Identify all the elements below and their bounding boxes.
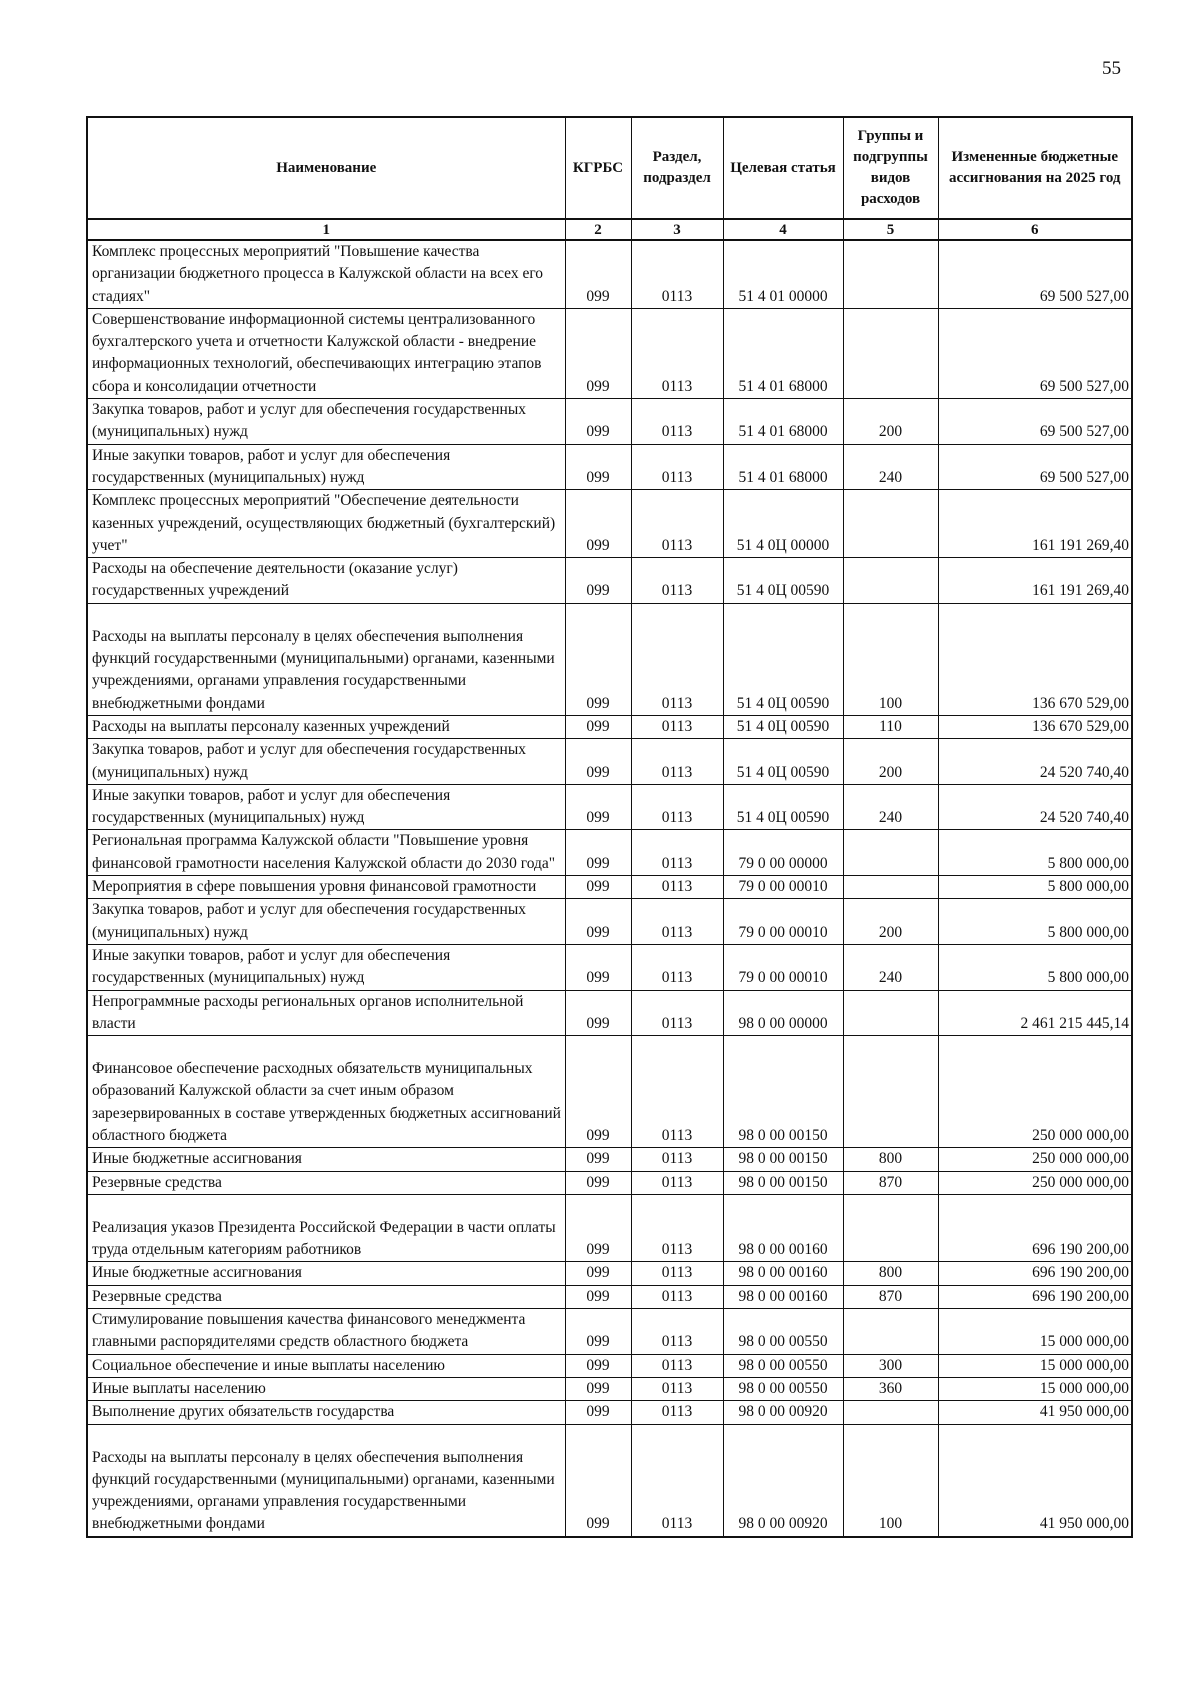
cell-target: 98 0 00 00550	[723, 1354, 843, 1377]
column-number: 5	[843, 219, 938, 240]
cell-amount: 15 000 000,00	[938, 1309, 1132, 1355]
cell-section: 0113	[631, 1401, 723, 1424]
cell-group: 200	[843, 399, 938, 445]
cell-kgrbs: 099	[565, 1285, 631, 1308]
cell-group	[843, 490, 938, 558]
column-number: 4	[723, 219, 843, 240]
column-number: 1	[87, 219, 565, 240]
cell-section: 0113	[631, 490, 723, 558]
column-number-row	[87, 219, 1132, 240]
cell-group: 870	[843, 1171, 938, 1194]
cell-name: Иные бюджетные ассигнования	[87, 1262, 565, 1285]
cell-target: 51 4 01 68000	[723, 399, 843, 445]
cell-section: 0113	[631, 1424, 723, 1537]
cell-amount: 161 191 269,40	[938, 558, 1132, 604]
header-amount: Измененные бюджетные ассигнования на 2025 год	[938, 117, 1132, 219]
cell-amount: 2 461 215 445,14	[938, 990, 1132, 1036]
cell-group: 200	[843, 739, 938, 785]
cell-target: 79 0 00 00010	[723, 899, 843, 945]
cell-kgrbs: 099	[565, 1377, 631, 1400]
cell-name: Реализация указов Президента Российской Федерации в части оплаты труда отдельным категориям работников	[87, 1194, 565, 1262]
header-row	[87, 117, 1132, 219]
cell-name: Совершенствование информационной системы централизованного бухгалтерского учета и отчетности Калужской области - внедрение информационных технологий, обеспечивающих интеграцию этапов сбора и консолидации отчетности	[87, 308, 565, 398]
cell-section: 0113	[631, 444, 723, 490]
cell-name: Комплекс процессных мероприятий "Повышение качества организации бюджетного процесса в Калужской области на всех его стадиях"	[87, 240, 565, 308]
cell-target: 98 0 00 00150	[723, 1148, 843, 1171]
page-number: 55	[1102, 58, 1121, 79]
cell-target: 51 4 0Ц 00590	[723, 603, 843, 715]
table-row	[87, 1377, 1132, 1400]
cell-section: 0113	[631, 715, 723, 738]
table-row	[87, 1036, 1132, 1148]
cell-kgrbs: 099	[565, 1424, 631, 1537]
cell-section: 0113	[631, 1036, 723, 1148]
cell-name: Стимулирование повышения качества финансового менеджмента главными распорядителями средств областного бюджета	[87, 1309, 565, 1355]
table-row	[87, 1148, 1132, 1171]
cell-group	[843, 876, 938, 899]
cell-name: Региональная программа Калужской области "Повышение уровня финансовой грамотности населения Калужской области до 2030 года"	[87, 830, 565, 876]
cell-kgrbs: 099	[565, 784, 631, 830]
table-row	[87, 1354, 1132, 1377]
cell-amount: 69 500 527,00	[938, 240, 1132, 308]
cell-target: 51 4 01 00000	[723, 240, 843, 308]
cell-name: Расходы на выплаты персоналу казенных учреждений	[87, 715, 565, 738]
cell-group: 300	[843, 1354, 938, 1377]
table-row	[87, 1194, 1132, 1262]
header-kgrbs: КГРБС	[565, 117, 631, 219]
cell-group	[843, 1309, 938, 1355]
cell-group	[843, 830, 938, 876]
budget-table-container	[86, 116, 1131, 1538]
cell-amount: 69 500 527,00	[938, 444, 1132, 490]
cell-name: Комплекс процессных мероприятий "Обеспечение деятельности казенных учреждений, осуществляющих бюджетный (бухгалтерский) учет"	[87, 490, 565, 558]
cell-section: 0113	[631, 1262, 723, 1285]
cell-section: 0113	[631, 1194, 723, 1262]
cell-amount: 69 500 527,00	[938, 308, 1132, 398]
cell-kgrbs: 099	[565, 240, 631, 308]
cell-target: 98 0 00 00150	[723, 1171, 843, 1194]
cell-kgrbs: 099	[565, 1036, 631, 1148]
cell-group: 800	[843, 1148, 938, 1171]
cell-name: Иные выплаты населению	[87, 1377, 565, 1400]
header-section: Раздел, подраздел	[631, 117, 723, 219]
table-row	[87, 715, 1132, 738]
column-number: 6	[938, 219, 1132, 240]
cell-name: Закупка товаров, работ и услуг для обеспечения государственных (муниципальных) нужд	[87, 739, 565, 785]
table-row	[87, 830, 1132, 876]
cell-amount: 136 670 529,00	[938, 603, 1132, 715]
table-body	[87, 240, 1132, 1537]
table-row	[87, 558, 1132, 604]
cell-name: Резервные средства	[87, 1171, 565, 1194]
table-row	[87, 444, 1132, 490]
cell-section: 0113	[631, 399, 723, 445]
table-row	[87, 944, 1132, 990]
cell-kgrbs: 099	[565, 1309, 631, 1355]
table-row	[87, 1285, 1132, 1308]
cell-amount: 250 000 000,00	[938, 1148, 1132, 1171]
cell-target: 98 0 00 00550	[723, 1309, 843, 1355]
table-row	[87, 990, 1132, 1036]
cell-amount: 696 190 200,00	[938, 1285, 1132, 1308]
cell-name: Иные бюджетные ассигнования	[87, 1148, 565, 1171]
cell-target: 98 0 00 00920	[723, 1424, 843, 1537]
cell-section: 0113	[631, 784, 723, 830]
table-row	[87, 739, 1132, 785]
cell-kgrbs: 099	[565, 830, 631, 876]
cell-name: Иные закупки товаров, работ и услуг для обеспечения государственных (муниципальных) нужд	[87, 444, 565, 490]
cell-group: 200	[843, 899, 938, 945]
cell-kgrbs: 099	[565, 876, 631, 899]
cell-group: 870	[843, 1285, 938, 1308]
table-row	[87, 1401, 1132, 1424]
cell-section: 0113	[631, 739, 723, 785]
cell-kgrbs: 099	[565, 444, 631, 490]
cell-group: 110	[843, 715, 938, 738]
cell-amount: 5 800 000,00	[938, 876, 1132, 899]
cell-section: 0113	[631, 603, 723, 715]
cell-name: Мероприятия в сфере повышения уровня финансовой грамотности	[87, 876, 565, 899]
cell-amount: 15 000 000,00	[938, 1377, 1132, 1400]
cell-group: 100	[843, 603, 938, 715]
cell-section: 0113	[631, 899, 723, 945]
cell-kgrbs: 099	[565, 1171, 631, 1194]
cell-kgrbs: 099	[565, 603, 631, 715]
cell-amount: 5 800 000,00	[938, 899, 1132, 945]
cell-name: Закупка товаров, работ и услуг для обеспечения государственных (муниципальных) нужд	[87, 399, 565, 445]
table-row	[87, 399, 1132, 445]
cell-target: 98 0 00 00000	[723, 990, 843, 1036]
cell-name: Иные закупки товаров, работ и услуг для обеспечения государственных (муниципальных) нужд	[87, 944, 565, 990]
cell-name: Иные закупки товаров, работ и услуг для обеспечения государственных (муниципальных) нужд	[87, 784, 565, 830]
header-group: Группы и подгруппы видов расходов	[843, 117, 938, 219]
cell-amount: 5 800 000,00	[938, 830, 1132, 876]
cell-amount: 5 800 000,00	[938, 944, 1132, 990]
column-number: 3	[631, 219, 723, 240]
cell-kgrbs: 099	[565, 308, 631, 398]
cell-group	[843, 1194, 938, 1262]
cell-section: 0113	[631, 1354, 723, 1377]
cell-name: Непрограммные расходы региональных органов исполнительной власти	[87, 990, 565, 1036]
cell-section: 0113	[631, 1148, 723, 1171]
cell-target: 98 0 00 00160	[723, 1194, 843, 1262]
cell-group	[843, 990, 938, 1036]
cell-kgrbs: 099	[565, 1148, 631, 1171]
cell-section: 0113	[631, 558, 723, 604]
cell-target: 98 0 00 00920	[723, 1401, 843, 1424]
cell-kgrbs: 099	[565, 739, 631, 785]
cell-amount: 69 500 527,00	[938, 399, 1132, 445]
cell-target: 98 0 00 00160	[723, 1262, 843, 1285]
header-target: Целевая статья	[723, 117, 843, 219]
cell-kgrbs: 099	[565, 399, 631, 445]
cell-section: 0113	[631, 1309, 723, 1355]
cell-section: 0113	[631, 1171, 723, 1194]
cell-group: 240	[843, 944, 938, 990]
cell-amount: 250 000 000,00	[938, 1036, 1132, 1148]
cell-amount: 161 191 269,40	[938, 490, 1132, 558]
cell-amount: 696 190 200,00	[938, 1262, 1132, 1285]
cell-amount: 41 950 000,00	[938, 1401, 1132, 1424]
table-row	[87, 603, 1132, 715]
cell-group: 800	[843, 1262, 938, 1285]
cell-target: 51 4 0Ц 00000	[723, 490, 843, 558]
cell-section: 0113	[631, 944, 723, 990]
cell-target: 51 4 0Ц 00590	[723, 715, 843, 738]
cell-section: 0113	[631, 308, 723, 398]
cell-group: 100	[843, 1424, 938, 1537]
cell-group: 360	[843, 1377, 938, 1400]
cell-kgrbs: 099	[565, 715, 631, 738]
cell-target: 51 4 0Ц 00590	[723, 784, 843, 830]
cell-target: 51 4 01 68000	[723, 444, 843, 490]
cell-amount: 24 520 740,40	[938, 784, 1132, 830]
cell-name: Социальное обеспечение и иные выплаты населению	[87, 1354, 565, 1377]
table-row	[87, 240, 1132, 308]
cell-kgrbs: 099	[565, 990, 631, 1036]
table-row	[87, 308, 1132, 398]
cell-section: 0113	[631, 240, 723, 308]
cell-section: 0113	[631, 1377, 723, 1400]
cell-name: Закупка товаров, работ и услуг для обеспечения государственных (муниципальных) нужд	[87, 899, 565, 945]
budget-table	[86, 116, 1133, 1538]
cell-amount: 136 670 529,00	[938, 715, 1132, 738]
table-row	[87, 784, 1132, 830]
cell-kgrbs: 099	[565, 899, 631, 945]
cell-target: 51 4 01 68000	[723, 308, 843, 398]
table-row	[87, 1309, 1132, 1355]
cell-kgrbs: 099	[565, 558, 631, 604]
cell-kgrbs: 099	[565, 1194, 631, 1262]
cell-section: 0113	[631, 876, 723, 899]
cell-section: 0113	[631, 830, 723, 876]
cell-target: 51 4 0Ц 00590	[723, 739, 843, 785]
cell-amount: 15 000 000,00	[938, 1354, 1132, 1377]
cell-group	[843, 240, 938, 308]
table-row	[87, 1424, 1132, 1537]
cell-group	[843, 558, 938, 604]
cell-amount: 24 520 740,40	[938, 739, 1132, 785]
cell-target: 79 0 00 00010	[723, 876, 843, 899]
cell-name: Финансовое обеспечение расходных обязательств муниципальных образований Калужской области за счет иным образом зарезервированных в составе утвержденных бюджетных ассигнований областного бюджета	[87, 1036, 565, 1148]
cell-target: 79 0 00 00010	[723, 944, 843, 990]
cell-kgrbs: 099	[565, 1262, 631, 1285]
cell-name: Выполнение других обязательств государства	[87, 1401, 565, 1424]
cell-section: 0113	[631, 1285, 723, 1308]
column-number: 2	[565, 219, 631, 240]
cell-kgrbs: 099	[565, 490, 631, 558]
cell-group	[843, 308, 938, 398]
cell-name: Расходы на выплаты персоналу в целях обеспечения выполнения функций государственными (муниципальными) органами, казенными учреждениями, органами управления государственными внебюджетными фондами	[87, 603, 565, 715]
cell-kgrbs: 099	[565, 1401, 631, 1424]
table-row	[87, 876, 1132, 899]
header-name: Наименование	[87, 117, 565, 219]
cell-name: Расходы на обеспечение деятельности (оказание услуг) государственных учреждений	[87, 558, 565, 604]
cell-group: 240	[843, 444, 938, 490]
cell-kgrbs: 099	[565, 944, 631, 990]
cell-target: 98 0 00 00160	[723, 1285, 843, 1308]
cell-name: Расходы на выплаты персоналу в целях обеспечения выполнения функций государственными (муниципальными) органами, казенными учреждениями, органами управления государственными внебюджетными фондами	[87, 1424, 565, 1537]
cell-kgrbs: 099	[565, 1354, 631, 1377]
cell-name: Резервные средства	[87, 1285, 565, 1308]
cell-section: 0113	[631, 990, 723, 1036]
cell-group: 240	[843, 784, 938, 830]
cell-group	[843, 1401, 938, 1424]
cell-target: 98 0 00 00150	[723, 1036, 843, 1148]
cell-amount: 696 190 200,00	[938, 1194, 1132, 1262]
cell-group	[843, 1036, 938, 1148]
table-row	[87, 490, 1132, 558]
cell-target: 79 0 00 00000	[723, 830, 843, 876]
cell-target: 98 0 00 00550	[723, 1377, 843, 1400]
table-row	[87, 1262, 1132, 1285]
cell-amount: 250 000 000,00	[938, 1171, 1132, 1194]
cell-amount: 41 950 000,00	[938, 1424, 1132, 1537]
table-row	[87, 1171, 1132, 1194]
cell-target: 51 4 0Ц 00590	[723, 558, 843, 604]
table-row	[87, 899, 1132, 945]
